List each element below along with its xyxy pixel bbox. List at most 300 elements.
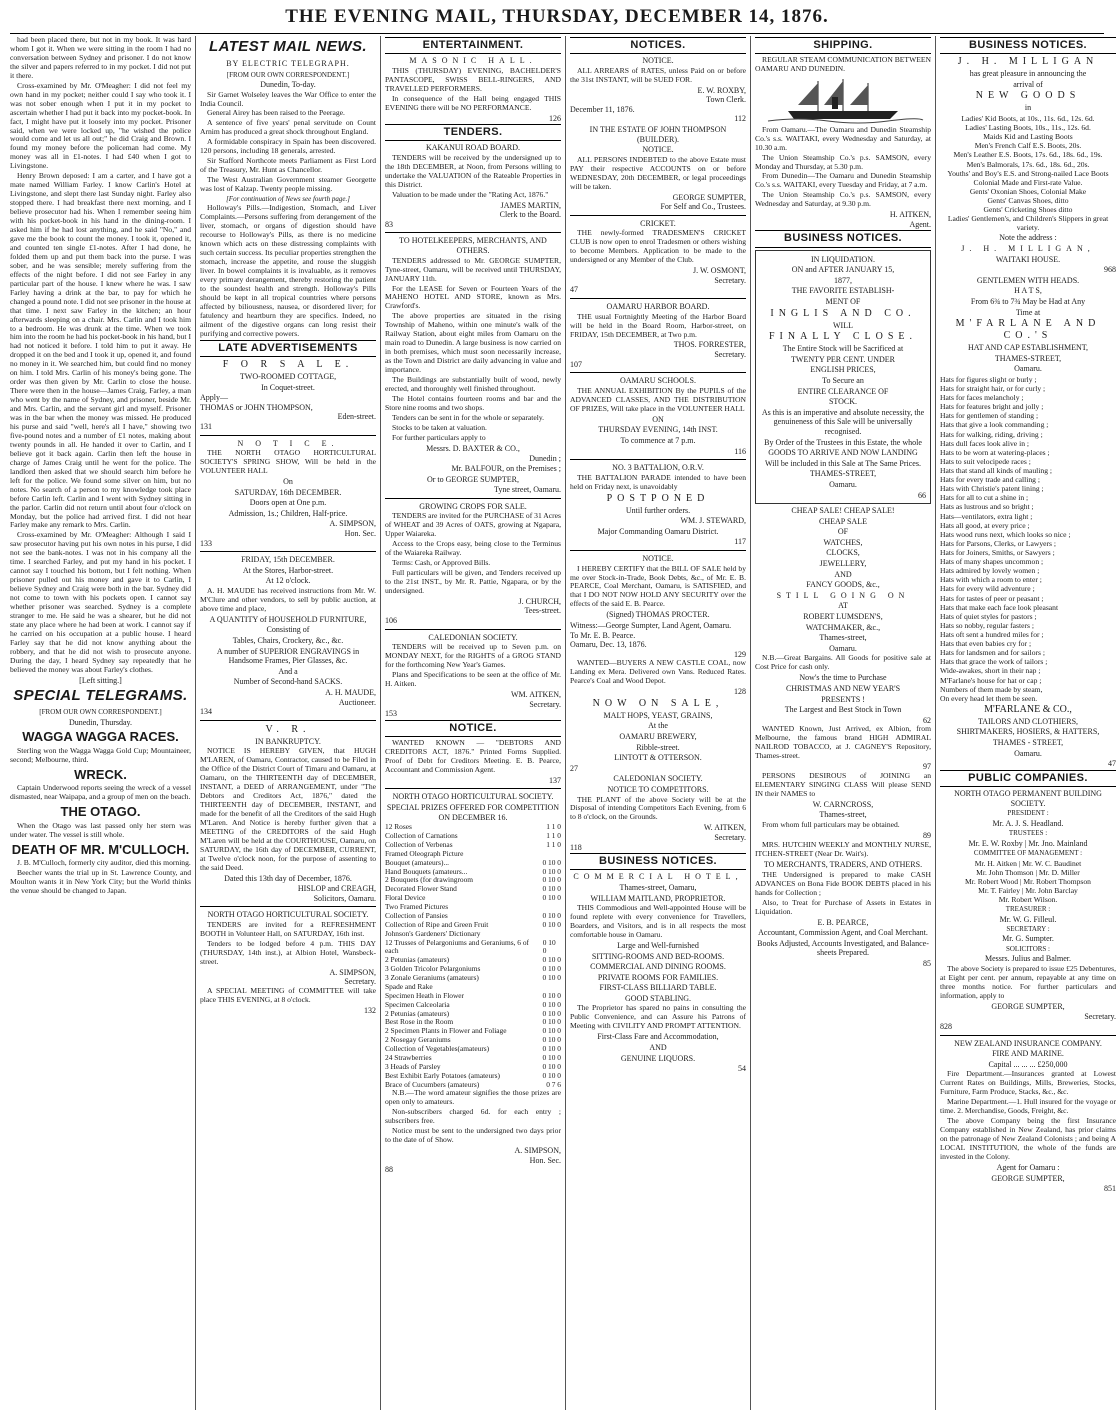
boot-item: Maids Kid and Lasting Boots [983,132,1073,142]
presents: PRESENTS ! [821,694,865,704]
prize-value: 0 10 0 [542,955,561,965]
divider [200,435,376,436]
ad-number: 126 [549,113,561,123]
wagga-text: Sterling won the Wagga Wagga Gold Cup; Mountaineer, second; Melbourne, third. [10,745,191,764]
noh-heading: NORTH OTAGO HORTICULTURAL SOCIETY. [392,792,554,802]
thursday-line: THURSDAY EVENING, 14th INST. [598,425,718,435]
hat-verse-line: Hats that stand all kinds of mauling ; [940,466,1052,476]
and-line: AND [649,1042,667,1052]
prize-value: 0 10 0 [542,937,556,956]
president-label: PRESIDENT : [1007,809,1049,818]
bankruptcy-text: NOTICE IS HEREBY GIVEN, that HUGH M'LAREN, of Oamaru, Contractor, caused to be Filed in the Office of the District Court of Timaru and Oamaru, at Oamaru, on the THIRTEENTH day of DECEMBER, INSTANT, a DEED of ARRANGEMENT, under "The Debtors and Creditors Act, 1876," dated the THIRTEENTH day of DECEMBER, INSTANT, and made for the benefit of all the Creditors of the said Hugh M'Laren. And Notice is hereby further given that a MEETING of the CREDITORS of the said Hugh M'Laren will be held at the COURTHOUSE, Oamaru, on SATURDAY, the 16th day of DECEMBER, CURRENT, at Twelve o'clock noon, for the purpose of assenting to the said Deed. [200,746,376,872]
ad-number: 134 [200,707,212,717]
masonic-hall: MASONIC HALL. [409,56,537,66]
prize-value: 0 10 0 [542,919,561,929]
hon-sec: Hon. Sec. [529,1155,561,1165]
dateline: Dunedin, Thursday. [68,717,133,727]
ribble: Ribble-street. [636,742,680,752]
hort-sec: Hon. Sec. [344,528,376,538]
bank-dated: Dated this 13th day of December, 1876. [224,873,352,883]
hat-verse-line: Hats for figures slight or burly ; [940,374,1037,384]
hat-verse-line: Hats all good, at every price ; [940,520,1030,530]
caledonian-sec: Secretary. [529,699,561,709]
singing-class: PERSONS DESIROUS of JOINING an ELEMENTARY SINGING CLASS Will please SEND IN their NAMES to [755,770,931,798]
hat-verse-line: Numbers of them made by steam, [940,684,1043,694]
exhibition-text: THE ANNUAL EXHIBITION By the PUPILS of the ADVANCED CLASSES, AND THE DISTRIBUTION OF PRIZES, Will take place in the VOLUNTEER HALL [570,385,746,413]
prize-name: Best Exhibit Early Potatoes (amateurs) [385,1070,500,1080]
divider [385,629,561,630]
hat-verse-line: Hats for every trade and calling ; [940,475,1040,485]
pearce: E. B. PEARCE, [817,917,869,927]
maude-qty: A QUANTITY of HOUSEHOLD FURNITURE, [209,614,367,624]
prize-value: 0 10 0 [542,893,561,903]
boot-item: Men's Leather E.S. Boots, 17s. 6d., 18s. 6d., 19s. [953,150,1103,160]
town-clerk: Town Clerk. [706,95,746,105]
divider [200,906,376,907]
billiard: FIRST-CLASS BILLIARD TABLE. [599,983,717,993]
liquors: GENUINE LIQUORS. [620,1053,696,1063]
year-line: 1877, [834,275,852,285]
prize-value: 0 10 0 [542,1008,561,1018]
hutchin: MRS. HUTCHIN WEEKLY and MONTHLY NURSE, ITCHEN-STREET (Near Dr. Wait's). [755,840,931,859]
kakanui-text-2: Valuation to be made under the "Rating Act, 1876." [392,189,549,199]
milligan: J. H. MILLIGAN [957,56,1099,68]
forrester-signature: THOS. FORRESTER, [673,340,746,350]
wagga-heading: WAGGA WAGGA RACES. [22,729,179,745]
wreck-text: Captain Underwood reports seeing the wreck of a vessel dismasted, near Waipapa, and a group of men on the beach. [10,783,191,802]
postponed: POSTPONED [606,492,710,504]
society-text: The above Society is prepared to issue £25 Debentures, at Eight per cent. per annum, repayable at any time on three months notice. For further particulars and information, apply to [940,964,1116,1000]
commercial-rooms: COMMERCIAL AND DINING ROOMS. [590,962,726,972]
pleasure-line: has great pleasure in announcing the [969,69,1087,79]
marine-dept: Marine Department.—1. Hull insured for the voyage or time. 2. Merchandise, Goods, Freight, &c. [940,1097,1116,1116]
boot-item: Gents' Cricketing Shoes ditto [983,205,1073,215]
hat-verse-line: Hats as lustrous and so bright ; [940,502,1034,512]
at-line: At the [648,721,668,731]
bankruptcy-heading: IN BANKRUPTCY. [255,736,321,746]
latest-mail-heading: LATEST MAIL NEWS. [209,38,367,55]
secretary: Mr. G. Sumpter. [1002,934,1054,944]
watchmaker: WATCHMAKER, &c., [805,622,881,632]
secretary-label: SECRETARY : [1006,925,1050,934]
now-on-sale: NOW ON SALE, [592,697,724,709]
building-society: NORTH OTAGO PERMANENT BUILDING SOCIETY. [954,789,1102,808]
ad-number: 85 [923,958,931,968]
ad-number: 137 [549,775,561,785]
hat-verse-line: Wide-awakes, short in their nap ; [940,666,1041,676]
prize-value: 0 10 0 [542,1035,561,1045]
hotel-text: Tenders can be sent in for the whole or separately. [392,412,545,422]
prize-name: Johnson's Gardeners' Dictionary [385,928,481,938]
prize-value: 0 10 0 [542,1070,561,1080]
aitken-sec: Secretary. [714,832,746,842]
prize-name: 3 Golden Tricolor Pelargoniums [385,964,481,974]
special-meeting: A SPECIAL MEETING of COMMITTEE will take place THIS EVENING, at 8 o'clock. [200,985,376,1004]
hat-verse-line: Hats for gentlemen of standing ; [940,411,1039,421]
for-sale: F O R S A L E. [222,358,354,370]
news-item: General Airey has been raised to the Peerage. [207,108,345,118]
hotel-text: THIS Commodious and Well-appointed House will be found replete with every convenience for Travellers, Boarders, and Visitors, and is in all respects the most comfortable house in Oamaru. [570,903,746,939]
committee-label: COMMITTEE OF MANAGEMENT : [973,849,1083,858]
battalion-heading: NO. 3 BATTALION, O.R.V. [612,463,704,473]
kakanui-signature: JAMES MARTIN, [500,200,561,210]
sacks: Number of Second-hand SACKS. [233,677,343,687]
hat-verse-line: Hats for Parsons, Clerks, or Lawyers ; [940,538,1056,548]
thames-line: THAMES-STREET, [994,353,1062,363]
liquidation-box [755,250,931,504]
solicitors-label: SOLICITORS : [1005,945,1051,954]
arrival-line: arrival of [1013,79,1043,89]
proprietor-text: The Proprietor has spared no pains in consulting the Public Convenience, and can Assure his Patrons of Meeting with CIVILITY AND PROMPT ATTENTION. [570,1003,746,1031]
of-line: OF [837,527,849,537]
christmas: CHRISTMAS AND NEW YEAR'S [785,683,901,693]
ad-number: 27 [570,763,578,773]
favorite-line: THE FAVORITE ESTABLISH- [791,286,895,296]
hort-on: On [283,476,293,486]
entire-stock: The Entire Stock will be Sacrificed at [782,344,904,354]
will-line: WILL [833,320,853,330]
boot-item: Ladies' Gentlemen's, and Children's Slippers in great variety. [947,214,1109,233]
agent-line: Agent. [909,219,931,229]
secure-line: To Secure an [822,375,864,385]
included: Will be included in this Sale at The Same Prices. [765,458,921,468]
bachelder-text-2: In consequence of the Hall being engaged THIS EVENING there will be NO PERFORMANCE. [385,93,561,112]
crops-text: TENDERS are invited for the PURCHASE of 31 Acres of WHEAT and 39 Acres of OATS, growing at Ngapara, Upper Waiareka. [385,511,561,539]
kakanui-heading: KAKANUI ROAD BOARD. [426,143,520,153]
committee-member: Mr. H. Aitken | Mr. W. C. Baudinet [974,858,1082,868]
prize-name: Bouquet (amateurs)... [385,857,450,867]
otago-heading: THE OTAGO. [60,804,141,820]
notice-label: NOTICE. [642,56,674,66]
hat-verse-line: Hats of quiet styles for pastors ; [940,611,1037,621]
continued-note: [For continuation of News see fourth page.] [226,195,350,204]
maude-signature: A. H. MAUDE, [325,687,376,697]
masthead-rule [10,33,1104,34]
wanted-known: WANTED KNOWN — "DEBTORS AND CREDITORS ACT, 1876." Printed Forms Supplied. Proof of Debt for Creditors Meeting. E. B. Pearce, Accountant and Commission Agent. [385,737,561,774]
ad-number: 88 [385,1165,393,1175]
oamaru-line: Oamaru. [1014,364,1042,374]
shirtmakers: SHIRTMAKERS, HOSIERS, & HATTERS, [956,727,1100,737]
mfarlane: M'FARLANE AND CO.'S [955,318,1101,342]
boot-item: Men's Balmorals, 17s. 6d., 18s. 6d., 20s. [966,159,1090,169]
trial-paragraph: had been placed there, but not in my book. It was hard whom I got it. When we were sitting in the room I had no conversation between Sydney and prisoner. I do not know the silver and papers referred to in my pocket. I did not put it there. [10,35,191,80]
hat-verse-line: Hats—ventilators, extra light ; [940,511,1033,521]
hat-verse-line: Hats for features bright and jolly ; [940,402,1044,412]
hat-verse-line: On every head let them be seen. [940,693,1038,703]
hat-verse-line: Hats so nobby, regular fasters ; [940,620,1034,630]
thames-line-2: THAMES - STREET, [992,738,1064,748]
osmont-signature: J. W. OSMONT, [693,266,746,276]
refresh-text-2: Tenders to be lodged before 4 p.m. THIS DAY (THURSDAY, 14th inst.), at Albion Hotel, Wansbeck-street. [200,938,376,966]
committee-list [940,859,1116,905]
battalion-text: THE BATTALION PARADE intended to have been held on Friday next, is unavoidably [570,472,746,491]
crops-text: Terms: Cash, or Approved Bills. [392,558,491,568]
refresh-text: TENDERS are invited for a REFRESHMENT BOOTH in Volunteer Hall, on SATURDAY, 16th inst. [200,920,376,938]
ad-number: 97 [923,762,931,772]
hat-establishment: HAT AND CAP ESTABLISHMENT, [967,343,1089,353]
hort-doors: Doors open at One p.m. [249,498,327,508]
column-4 [565,36,750,1410]
prize-value: 0 10 0 [542,875,561,885]
steamship-icon [755,75,931,123]
ad-number: 47 [1108,759,1116,769]
maitland: WILLIAM MAITLAND, PROPRIETOR. [590,893,726,903]
plant-text: THE PLANT of the above Society will be at the Disposal of intending Competitors Each Evening, from 6 to 8 o'clock, on the Grounds. [570,794,746,822]
divider [570,459,746,460]
notice-heading: N O T I C E. [237,438,339,448]
large-line: Large and Well-furnished [617,940,699,950]
prize-name: Collection of Vegetables(amateurs) [385,1044,490,1054]
nohort-heading: NORTH OTAGO HORTICULTURAL SOCIETY. [207,910,369,920]
still-going: STILL GOING ON [776,590,910,600]
hat-list [940,375,1116,703]
hat-verse-line: Hats dull faces look alive in ; [940,438,1029,448]
left-sitting: [Left sitting.] [79,675,122,685]
boot-item: Gents' Oxonian Shoes, Colonial Make [969,186,1087,196]
ad-number: 132 [364,1005,376,1015]
hat-verse-line: Hats to suit velocipede races ; [940,456,1031,466]
time-line: Time at [1015,307,1041,317]
thames-line-2: Thames-street, [819,633,867,643]
place-line: Dunedin, To-day. [260,79,316,89]
tenders-heading: TENDERS. [385,124,561,141]
also-text: Also, to Treat for Purchase of Assets in Estates in Liquidation. [755,897,931,916]
prize-name: 3 Zonale Geraniums (amateurs) [385,973,479,983]
hat-verse-line: Hats wood runs next, which looks so nice ; [940,529,1071,539]
vr-line: V. R. [265,723,311,735]
gentlemen: GENTLEMEN WITH HEADS. [976,275,1080,285]
news-item: Sir Garnet Wolseley leaves the War Office to enter the India Council. [200,89,376,108]
prize-name: Hand Bouquets (amateurs... [385,866,468,876]
union-1: The Union Steamship Co.'s p.s. SAMSON, every Monday and Thursday, at 5.30 p.m. [755,152,931,171]
first-class: First-Class Fare and Accommodation, [597,1032,719,1042]
business-heading: BUSINESS NOTICES. [755,230,931,247]
cricket-text: THE newly-formed TRADESMEN'S CRICKET CLUB is now open to enrol Tradesmen or others wishing to become Members. Application to be made to the undersigned or any Member of the Club. [570,228,746,265]
ad-number: 89 [923,830,931,840]
trial-paragraph: Henry Brown deposed: I am a carter, and I have got a mate named William Farley. I know Carlin's Hotel at Livingstone, and slept there last Sunday night. Farley also stopped there. I had breakfast there next morning, and I believe prosecutor had his. When I remember seeing him with his pocket-book in his hand in the dining-room. I asked him if he had lost anything, and he said "No," and gave me the book to count the money. I took it, opened it, and counted ten single £1-notes. After I had done, he folded them up and put them back into the purse. I was sober, and he was sensible; merely suffering from the effects of the night before. I did not see Farley in any particular part of the house. I knew where he was. I saw Farley having a drink at the bar, to pay for which he changed a pound note. I did not see prisoner in the house at that time. I next saw Farley in the kitchen; an hour afterwards sleeping on a chair. Mrs. Carlin and I took him to a bedroom. He was drunk at the time. When we took him into the room he had his pocket-book in his hand, but I had not noticed it before. I told him to put it away. He dropped it on the bed and I took it up, opened it, and found no money in it. We searched him, but could find no money on him. I told Mrs. Carlin of his money's being gone. The order was then given by Mr. Carlin to close the house. There were then in the house—James Craig, Farley, a man who went by the name of Sydney, and prisoner, beside Mr. and Mrs. Carlin, and the servant girl and myself. Prisoner was in the bar when the money was missed. He produced his purse and said "well, here's all I have," showing two five-pound notes and a number of £1 notes, making about twenty pounds in all. He handed it over to Carlin, and I believe got it back again. Carlin then left the house in charge of James Craig until he went for the police. The landlord then asked that we should search him before he left for the police. We found some silver on him, but no notes. No search of a person to my knowledge took place before Carlin left. Carlin and I went with Sydney sitting in the parlor. Carlin did not return until about four o'clock on Monday, but the police had arrived first. I did not hear Farley make any remark to Mrs. Carlin. [10,171,191,530]
special-telegrams-heading: SPECIAL TELEGRAMS. [13,687,188,705]
news-item: Sir Stafford Northcote meets Parliament as First Lord of the Treasury, Mr. Hunt as Chancellor. [200,156,376,175]
jhm: J. H. MILLIGAN, [961,243,1095,253]
prize-row [385,939,561,957]
column-6 [935,36,1120,1410]
auctioneer: Auctioneer. [338,697,376,707]
divider [200,551,376,552]
thames-line: Thames-street, Oamaru, [619,882,697,892]
prize-value: 1 1 0 [546,831,561,841]
telegraph-line: BY ELECTRIC TELEGRAPH. [226,59,350,68]
secretary-line: Secretary. [344,977,376,987]
news-item: A sentence of five years' penal servitude on Count Arnim has produced a great shock throughout England. [200,118,376,137]
trial-paragraph: Cross-examined by Mr. O'Meagher: I did not feel my own hand in my pocket; neither could I say who took it. I was not sober enough when I put it in my pocket to ascertain whether I had put it back into my pocket-book. In fact, I might have put it loosely into my pocket. Prisoner said, when we were locked up, "he wished the police would come and let us all out;" he did Craig and Brown. I found my money before the policeman had come. My money was all in £1-notes. I had £40 when I got to Livingstone. [10,80,191,171]
column-2 [195,36,380,1410]
prize-value: 0 10 0 [542,990,561,1000]
hort-signature: A. SIMPSON, [329,519,376,529]
business-heading: BUSINESS NOTICES. [940,37,1116,54]
ad-number: 66 [918,490,926,500]
prize-value: 0 10 0 [542,1017,561,1027]
tables: Tables, Chairs, Crockery, &c., &c. [232,635,344,645]
prize-value: 0 7 6 [546,1079,561,1089]
entertainment-heading: ENTERTAINMENT. [385,37,561,54]
cottage-sub: In Coquet-street. [261,382,315,392]
column-1 [10,36,195,1410]
thames-line: THAMES-STREET, [809,469,877,479]
ad-number: 62 [923,715,931,725]
hotel-text: Stocks to be taken at valuation. [392,422,487,432]
crops-signature: J. CHURCH, [518,596,561,606]
prize-name: 12 Trusses of Pelargoniums and Geraniums, 6 of each [385,937,529,956]
roxby-signature: E. W. ROXBY, [697,85,746,95]
treasurer: Mr. W. G. Filleul. [999,914,1057,924]
hotel-text: Dunedin ; [529,454,561,464]
ad-number: 112 [734,114,746,124]
watches: WATCHES, [823,537,863,547]
clearance-line: ENTIRE CLEARANCE OF [797,386,889,396]
hat-verse-line: Hats for faces melancholy ; [940,393,1024,403]
certify-text: I HEREBY CERTIFY that the BILL OF SALE held by me over Stock-in-Trade, Book Debts, &c., of Mr. E. B. PEARCE, Coal Merchant, Oamaru, is SATISFIED, and that I DO NOT NOW HOLD ANY SECURITY over the effects of the said E. B. Pearce. [570,563,746,609]
ad-number: 131 [200,421,212,431]
prize-value: 0 10 0 [542,857,561,867]
ad-number: 133 [200,538,212,548]
goods-line: GOODS TO ARRIVE AND NOW LANDING [768,448,918,458]
order-line: By Order of the Trustees in this Estate, the whole [764,437,922,447]
malt-line: MALT HOPS, YEAST, GRAINS, [603,710,713,720]
president: Mr. A. J. S. Headland. [992,818,1064,828]
masthead: THE EVENING MAIL, THURSDAY, DECEMBER 14, 1876. [285,6,829,27]
hat-verse-line: Hats of many shapes uncommon ; [940,557,1044,567]
trial-paragraph: Cross-examined by Mr. O'Meagher: Although I said I saw prosecutor having put his own notes in his purse, I did not see the bank-notes. I was not in his company all the time. I searched Farley, and put my hand in his pocket. I cannot say I touched his bottom, but I felt nothing. When prisoner pulled out his money and gave it to Carlin, I believe Sydney and Craig were both in the bar. Sydney did not come to town with his pockets open. I cannot say whether prisoner was searched. Sydney is a complete stranger to me. He said he was a shearer, but he did not state any place where he had been at work. I cannot say if he carried on his occupation at a public house. I heard Farley say that he did not know anything about the robbery, and that he did not wish to prosecute anyone. During the day, I heard Sydney say repeatedly that he believed the money was about Farley's clothes. [10,530,191,674]
steward-signature: WM. J. STEWARD, [680,516,746,526]
trustees: Mr. E. W. Roxby | Mr. Jno. Mainland [968,838,1088,848]
hotel-text: Mr. BALFOUR, on the Premises ; [451,463,561,473]
gsumpter: GEORGE SUMPTER, [991,1001,1065,1011]
witness-line: Witness:—George Sumpter, Land Agent, Oamaru. [570,620,732,630]
column-5 [750,36,935,1410]
prize-value: 0 10 0 [542,910,561,920]
notice-text: Notice must be sent to the undersigned two days prior to the date of of Show. [385,1126,561,1145]
hat-verse-line: Hats to be worn at watering-places ; [940,447,1050,457]
crops-street: Tees-street. [524,606,561,616]
otago-text: When the Otago was last passed only her stern was under water. The vessel is still whole. [10,820,191,839]
to-pearce: To Mr. E. B. Pearce. [570,630,636,640]
prize-value: 1 1 0 [546,839,561,849]
commence-line: To commence at 7 p.m. [620,435,696,445]
prize-value: 0 10 0 [542,973,561,983]
hat-verse-line: Hats for landsmen and for sailors ; [940,648,1046,658]
hat-verse-line: Hats with Christie's patent lining ; [940,484,1044,494]
trustees-label: TRUSTEES : [1008,829,1048,838]
hat-verse-line: Hats that even babies cry for ; [940,639,1032,649]
boot-item: Colonial Made and First-rate Value. [973,177,1083,187]
hat-verse-line: Hats for Joiners, Smiths, or Sawyers ; [940,548,1055,557]
prize-value: 0 10 0 [542,964,561,974]
boot-item: Youths' and Boy's E.S. and Strong-nailed Lace Boots [947,168,1109,178]
columns [10,35,1116,1410]
ad-number: 107 [570,359,582,369]
hat-verse-line: Hats with which a room to enter ; [940,575,1042,585]
until-line: Until further orders. [625,505,691,515]
engravings: A number of SUPERIOR ENGRAVINGS in Handsome Frames, Pier Glasses, &c. [216,646,360,666]
hotel-text: Tyne street, Oamaru. [494,485,561,495]
jan-line: ON and AFTER JANUARY 15, [791,265,895,275]
prize-value: 0 10 0 [542,1061,561,1071]
undersigned-text: THE Undersigned is prepared to make CASH ADVANCES on Bona Fide BOOK DEBTS placed in his hands for Collection ; [755,869,931,897]
beecher-text: Beecher wants the trial up in St. Lawrence County, and Moulton wants it in New York City; but the World thinks the venue should be changed to Japan. [10,868,191,896]
maude-text: A. H. MAUDE has received instructions from Mr. W. M'Clure and other vendors, to sell by public auction, at above time and place, [200,585,376,613]
tailors: TAILORS AND CLOTHIERS, [977,716,1079,726]
osmont-sec: Secretary. [714,275,746,285]
hat-verse-line: M'Farlane's house for hat or cap ; [940,675,1042,685]
in-line: in [1024,103,1032,113]
accountant: Accountant, Commission Agent, and Coal Merchant. [758,928,928,938]
now-line: Now's the time to Purchase [799,673,887,683]
ad-number: 128 [734,687,746,697]
gsumpter-2: GEORGE SUMPTER, [991,1173,1065,1183]
at-line: AT [838,601,848,611]
hat-verse-line: Hats for tastes of peer or peasant ; [940,593,1044,603]
prize-name: Collection of Verbenas [385,839,453,849]
public-heading: PUBLIC COMPANIES. [940,770,1116,787]
hort-admission: Admission, 1s.; Children, Half-price. [228,508,348,518]
fancy-goods: FANCY GOODS, &c., [806,580,880,590]
crops-text: Full particulars will be given, and Tenders received up to the 21st INST., by Mr. R. Pattie, Ngapara, or by the undersigned. [385,568,561,595]
lintott: LINTOTT & OTTERSON. [614,753,702,763]
schools-heading: OAMARU SCHOOLS. [619,376,696,386]
stock-line: STOCK. [828,397,858,407]
indebted-text: ALL PERSONS INDEBTED to the above Estate must PAY their respective ACCOUNTS on or before WEDNESDAY, 20th DECEMBER, or legal proceedings will be taken. [570,154,746,191]
prize-value: 1 1 0 [546,822,561,832]
correspondent-line: [FROM OUR OWN CORRESPONDENT.] [226,70,350,79]
hotel-text: The Buildings are substantially built of wood, newly erected, and thoroughly well finished throughout. [385,375,561,393]
simpson-signature: A. SIMPSON, [514,1146,561,1156]
news-item: A formidable conspiracy in Spain has been discovered. 120 persons, including 18 generals, arrested. [200,137,376,156]
bank-signature: HISLOP and CREAGH, [297,884,376,894]
hat-verse-line: Hats for all to cut a shine in ; [940,493,1029,503]
prize-list [385,823,561,1089]
prize-name: 2 Bouquets (for drawingroom [385,875,474,885]
late-ads-heading: LATE ADVERTISEMENTS [200,340,376,357]
clocks: CLOCKS, [826,548,860,558]
merchants-heading: TO MERCHANTS, TRADERS, AND OTHERS. [763,860,923,870]
hat-verse-line: Hats oft sent a hundred miles for ; [940,629,1044,639]
gsec: Secretary. [1084,1012,1116,1022]
solicitors: Solicitors, Oamaru. [313,893,376,903]
holloway-ad: Holloway's Pills.—Indigestion, Stomach, and Liver Complaints.—Persons suffering from derangement of the liver, stomach, or organs of digestion should have recourse to Holloway's Pills, as there is no medicine known which acts on these distressing complaints with such certain success. Its peculiar properties strengthen the stomach, increase the appetite, and rouse the sluggish liver. In bowel complaints it is invaluable, as it removes every primary derangement, thereby restoring the patient to the soundest health and strength. Holloway's Pills should be kept in all tropical countries where persons affected by biliousness, nausea, or disordered liver; for fatulency and heartburn they are specifics. Indeed, no ailment of the digestive organs can long resist their purifying and corrective powers. [200,203,376,338]
notice-heading: NOTICE. [385,720,561,737]
aitken-signature: H. AITKEN, [889,210,931,220]
caledonian-text: TENDERS will be received up to Seven p.m. on MONDAY NEXT, for the RIGHTS of a GROG STAND for the forthcoming New Year's Games. [385,642,561,670]
notices-heading: NOTICES. [570,37,746,54]
nonsub-text: Non-subscribers charged 6d. for each entry ; subscribers free. [385,1107,561,1126]
cottage: TWO-ROOMED COTTAGE, [239,371,337,381]
inglis: INGLIS AND CO. [770,307,916,319]
oamaru-line-2: Oamaru. [829,643,857,653]
harbor-heading: OAMARU HARBOR BOARD. [606,302,710,312]
shipping-heading: SHIPPING. [755,37,931,54]
hat-verse-line: Hats for walking, riding, driving ; [940,429,1043,439]
and-a: And a [278,666,298,676]
prize-value: 0 10 0 [542,1044,561,1054]
wreck-heading: WRECK. [74,766,127,782]
prize-name: Best Rose in the Room [385,1017,454,1027]
finally-close: FINALLY CLOSE. [768,331,918,343]
hotel-text: For further particulars apply to [392,432,486,442]
hotel-heading: TO HOTELKEEPERS, MERCHANTS, AND OTHERS. [399,236,547,256]
hotel-text: The Hotel contains fourteen rooms and bar and the Store nine rooms and two shops. [385,393,561,412]
ad-number: 54 [738,1064,746,1074]
carncross: W. CARNCROSS, [812,799,874,809]
